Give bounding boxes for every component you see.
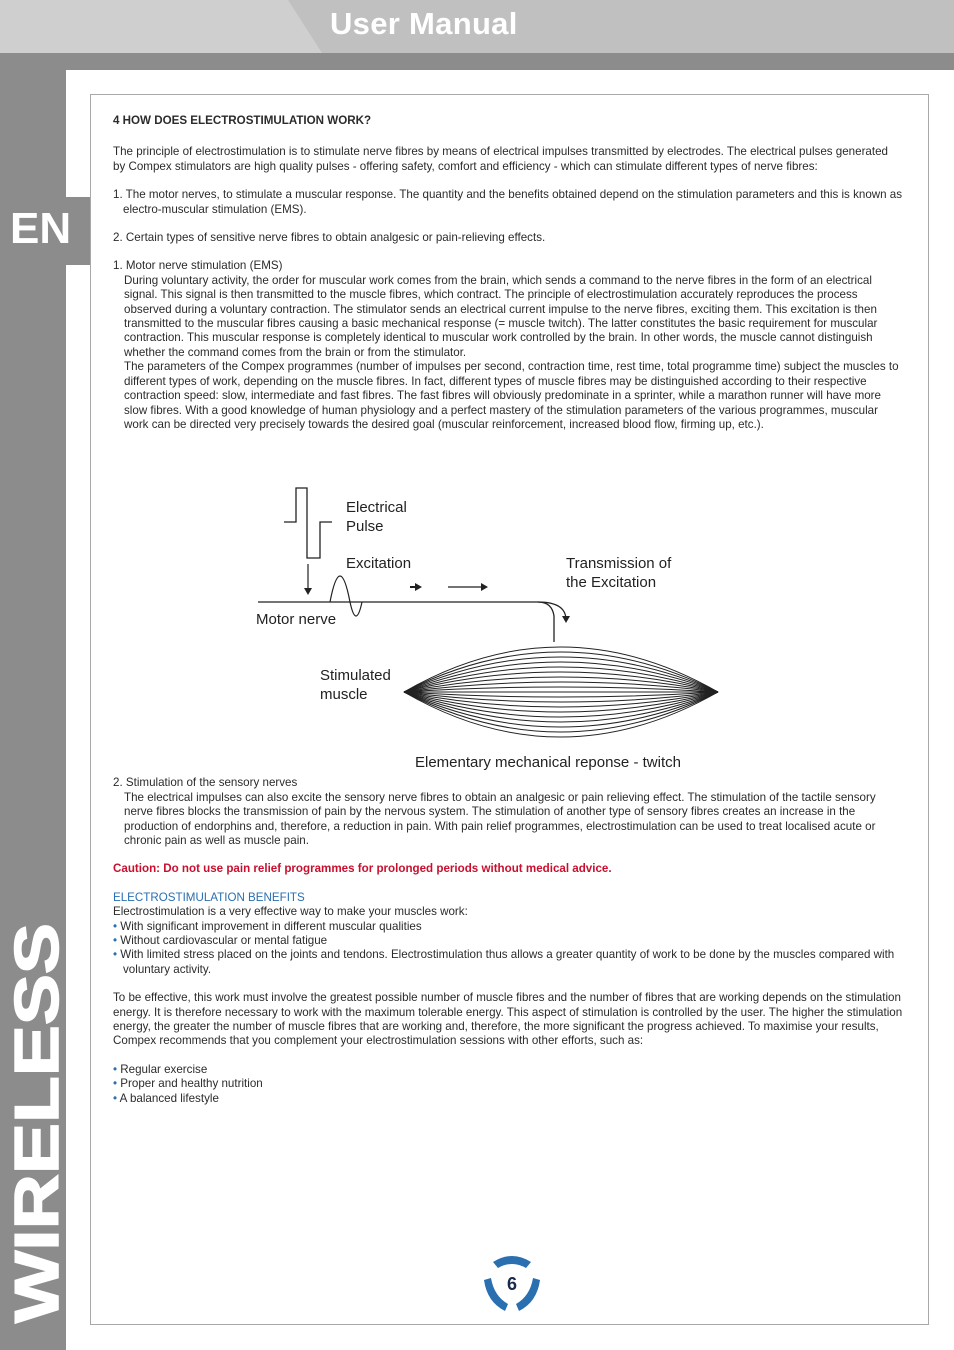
efforts-list-item-text: A balanced lifestyle <box>119 1091 219 1105</box>
muscle-arrow-icon <box>562 616 570 623</box>
efforts-list <box>113 1063 903 1106</box>
label-transmission-2: the Excitation <box>566 574 657 591</box>
label-muscle: muscle <box>320 686 368 703</box>
language-label: EN <box>10 204 72 253</box>
benefits-list-item <box>113 920 903 934</box>
stimulated-muscle-shape <box>404 647 718 737</box>
wireless-logo <box>0 918 66 1328</box>
arrow-right-icon <box>410 583 488 591</box>
benefits-list-item <box>113 934 903 948</box>
label-excitation: Excitation <box>346 555 412 572</box>
excitation-wave-icon <box>330 576 362 616</box>
benefits-list-item <box>113 948 903 977</box>
benefits-heading: ELECTROSTIMULATION BENEFITS <box>113 890 305 904</box>
benefits-list <box>113 920 903 978</box>
benefits-list-item-text: Without cardiovascular or mental fatigue <box>120 933 328 947</box>
label-transmission-1: Transmission of <box>566 555 672 572</box>
wireless-logo-text: WIRELESS <box>3 999 66 1323</box>
bullet-icon: • <box>113 948 121 962</box>
benefits-intro: Electrostimulation is a very effective way to make your muscles work: <box>113 905 468 919</box>
intro-paragraph: The principle of electrostimulation is to stimulate nerve fibres by means of electrical impulses transmitted by electrodes. The electrical pulses generated by Compex stimulators are high quality pulses - offering safety, comfort and efficiency - which can stimulate different types of nerve fibres: <box>113 145 888 173</box>
pulse-arrow-icon <box>304 588 312 595</box>
sidebar-top-corner <box>0 0 66 53</box>
electrical-pulse-waveform <box>284 488 332 558</box>
page-number: 6 <box>506 1274 517 1294</box>
effectiveness-paragraph: To be effective, this work must involve the greatest possible number of muscle fibres and the number of fibres that are working depends on the stimulation energy. It is therefore necessary to work with the maximum tolerable energy. This aspect of stimulation is controlled by the user. The higher the stimulation energy, the greater the number of muscle fibres that are working and, therefore, the more significant the progress achieved. To maximise your results, Compex recommends that you complement your electrostimulation sessions with other efforts, such as: <box>113 991 903 1048</box>
bullet-icon: • <box>113 1062 121 1076</box>
benefits-list-item-text: With significant improvement in different muscular qualities <box>120 919 422 933</box>
efforts-list-item <box>113 1077 903 1091</box>
point-motor-nerves: 1. The motor nerves, to stimulate a muscular response. The quantity and the benefits obtained depend on the stimulation parameters and this is known as electro-muscular stimulation (EMS). <box>113 188 903 216</box>
sensory-stimulation-paragraph: The electrical impulses can also excite the sensory nerve fibres to obtain an analgesic or pain relieving effect. The stimulation of the tactile sensory nerve fibres blocks the transmission of pain by the nervous system. The stimulation of another type of sensory fibres creates an increase in the production of endorphins and, therefore, a reduction in pain. With pain relief programmes, electrostimulation can be used to treat localised acute or chronic pain as well as muscle pain. <box>124 790 876 847</box>
point-sensory-nerves: 2. Certain types of sensitive nerve fibres to obtain analgesic or pain-relieving effects. <box>113 231 546 245</box>
sensory-stimulation-title: 2. Stimulation of the sensory nerves <box>113 776 298 790</box>
efforts-list-item <box>113 1092 903 1106</box>
motor-stimulation-paragraph-1: During voluntary activity, the order for muscular work comes from the brain, which sends a command to the nerve fibres in the form of an electrical signal. This signal is then transmitted to the muscle fibres, which contract. The principle of electrostimulation accurately reproduces the process observed during a voluntary contraction. The stimulator sends an electrical current impulse to the nerve fibres, exciting them. This excitation is then transmitted to the muscular fibres causing a basic mechanical response (= muscle twitch). The latter constitutes the basic requirement for muscular contraction. This muscular response is completely identical to muscular work controlled by the brain. In other words, the muscle cannot distinguish whether the command comes from the brain or from the stimulator. <box>124 273 878 359</box>
header-strip <box>66 53 954 70</box>
motor-stimulation-title: 1. Motor nerve stimulation (EMS) <box>113 259 283 273</box>
efforts-list-item <box>113 1063 903 1077</box>
label-pulse: Pulse <box>346 518 384 535</box>
page-header-title: User Manual <box>330 6 518 41</box>
label-stimulated: Stimulated <box>320 667 391 684</box>
bullet-icon: • <box>113 1091 120 1105</box>
bullet-icon: • <box>113 933 121 947</box>
section-heading: 4 HOW DOES ELECTROSTIMULATION WORK? <box>113 114 372 127</box>
bullet-icon: • <box>113 919 121 933</box>
efforts-list-item-text: Regular exercise <box>120 1062 208 1076</box>
caution-notice: Caution: Do not use pain relief programmes for prolonged periods without medical advice. <box>113 862 612 876</box>
label-electrical: Electrical <box>346 499 407 516</box>
benefits-list-item-text: With limited stress placed on the joints and tendons. Electrostimulation thus allows a greater quantity of work to be done by the muscles compared with voluntary activity. <box>120 948 895 976</box>
label-twitch: Elementary mechanical reponse - twitch <box>415 754 681 771</box>
label-motor-nerve: Motor nerve <box>256 611 337 628</box>
page-number-badge <box>481 1254 543 1314</box>
electrostimulation-diagram <box>250 480 730 780</box>
motor-stimulation-paragraph-2: The parameters of the Compex programmes (number of impulses per second, contraction time, rest time, total programme time) subject the muscles to different types of work, depending on the muscle fibres. In fact, different types of muscle fibres may be distinguished according to their respective contraction speed: slow, intermediate and fast fibres. The fast fibres will obviously predominate in a sprinter, while a marathon runner will have more slow fibres. With a good knowledge of human physiology and a perfect mastery of the stimulation parameters of the various programmes, muscular work can be directed very precisely towards the desired goal (muscular reinforcement, increased blood flow, firming up, etc.). <box>124 360 899 431</box>
bullet-icon: • <box>113 1077 121 1091</box>
efforts-list-item-text: Proper and healthy nutrition <box>120 1077 263 1091</box>
